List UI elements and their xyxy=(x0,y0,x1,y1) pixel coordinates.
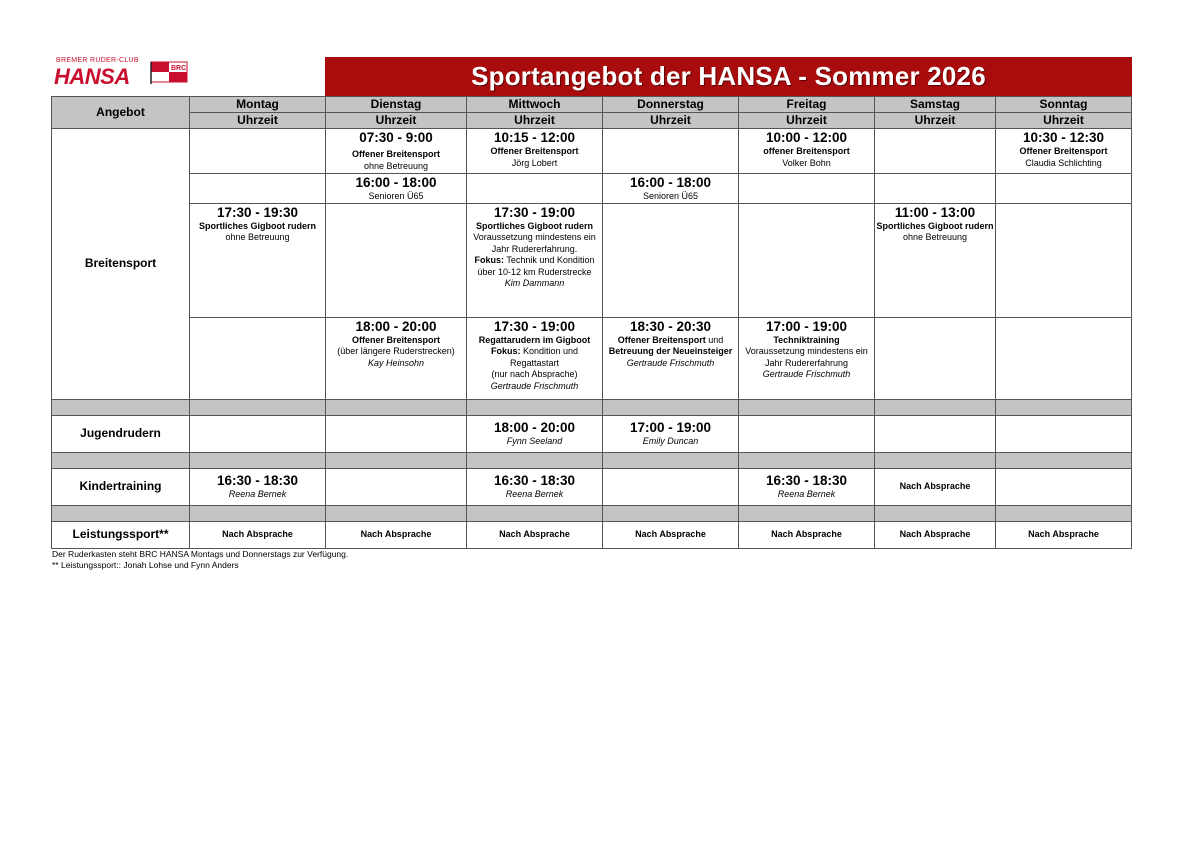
slot-montag-3 xyxy=(190,203,326,317)
time-subheader: Uhrzeit xyxy=(603,113,739,129)
slot-empty xyxy=(875,129,996,174)
slot-note: Senioren Ü65 xyxy=(368,191,424,201)
col-header-angebot: Angebot xyxy=(52,97,190,129)
focus-label: Fokus: xyxy=(474,255,505,265)
kinder-row xyxy=(52,468,1132,505)
slot-title: Sportliches Gigboot rudern xyxy=(475,220,593,231)
slot-focus xyxy=(467,255,602,278)
slot-focus xyxy=(467,346,602,369)
separator-row xyxy=(52,452,1132,468)
day-header-freitag: Freitag xyxy=(739,97,875,113)
breitensport-row-4 xyxy=(52,317,1132,399)
slot-empty xyxy=(996,174,1132,204)
day-header-donnerstag: Donnerstag xyxy=(603,97,739,113)
separator-row xyxy=(52,505,1132,521)
page-title: Sportangebot der HANSA - Sommer 2026 xyxy=(471,61,986,91)
club-flag-icon xyxy=(147,60,191,84)
slot-sonntag-1 xyxy=(996,129,1132,174)
slot-trainer: Emily Duncan xyxy=(642,435,699,446)
slot-requirement: Voraussetzung mindestens ein Jahr Rudererfahrung. xyxy=(473,232,596,254)
breitensport-row-3 xyxy=(52,203,1132,317)
slot-title: offener Breitensport xyxy=(763,146,850,156)
slot-empty xyxy=(603,129,739,174)
slot-leistung: Nach Absprache xyxy=(739,521,875,548)
slot-freitag-1 xyxy=(739,129,875,174)
slot-kinder-montag xyxy=(190,468,326,505)
slot-empty xyxy=(190,415,326,452)
slot-title: Offener Breitensport xyxy=(351,149,440,159)
slot-time: 10:15 - 12:00 xyxy=(493,130,576,145)
slot-jugend-mittwoch xyxy=(467,415,603,452)
slot-title: Offener Breitensport xyxy=(351,334,440,345)
slot-jugend-donnerstag xyxy=(603,415,739,452)
leistung-row xyxy=(52,521,1132,548)
subheader-row xyxy=(52,113,1132,129)
slot-empty xyxy=(739,203,875,317)
slot-trainer: Gertraude Frischmuth xyxy=(626,357,715,368)
slot-trainer: Reena Bernek xyxy=(777,488,836,499)
slot-trainer: Claudia Schlichting xyxy=(1025,157,1102,168)
slot-empty xyxy=(739,174,875,204)
slot-time: 18:30 - 20:30 xyxy=(629,318,712,334)
slot-title: Techniktraining xyxy=(773,334,840,345)
slot-empty xyxy=(875,415,996,452)
slot-trainer: Jörg Lobert xyxy=(511,157,558,168)
slot-trainer: Kay Heinsohn xyxy=(367,357,425,368)
slot-title-2: Betreuung der Neueinsteiger xyxy=(608,346,733,356)
breitensport-row-1 xyxy=(52,129,1132,174)
slot-samstag-3 xyxy=(875,203,996,317)
slot-title: Offener Breitensport xyxy=(1019,146,1108,156)
day-header-montag: Montag xyxy=(190,97,326,113)
slot-dienstag-4 xyxy=(326,317,467,399)
category-kindertraining: Kindertraining xyxy=(52,468,190,505)
focus-label: Fokus: xyxy=(490,346,521,356)
slot-time: 17:00 - 19:00 xyxy=(765,318,848,334)
slot-leistung: Nach Absprache xyxy=(875,521,996,548)
time-subheader: Uhrzeit xyxy=(996,113,1132,129)
slot-note: Senioren Ü65 xyxy=(642,191,699,201)
slot-leistung: Nach Absprache xyxy=(467,521,603,548)
slot-time: 11:00 - 13:00 xyxy=(894,204,976,220)
schedule-table xyxy=(51,96,1132,549)
slot-time: 18:00 - 20:00 xyxy=(493,419,576,435)
footnote-leistungssport: ** Leistungssport:: Jonah Lohse und Fynn Anders xyxy=(52,560,239,570)
slot-empty xyxy=(326,468,467,505)
slot-empty xyxy=(996,415,1132,452)
slot-trainer: Gertraude Frischmuth xyxy=(490,380,579,391)
category-breitensport: Breitensport xyxy=(52,129,190,400)
slot-title: Sportliches Gigboot rudern xyxy=(876,220,994,231)
slot-empty xyxy=(190,317,326,399)
slot-empty xyxy=(996,468,1132,505)
breitensport-row-2 xyxy=(52,174,1132,204)
slot-empty xyxy=(603,203,739,317)
flag-letters: BRC xyxy=(171,65,187,72)
slot-empty xyxy=(996,203,1132,317)
slot-empty xyxy=(875,317,996,399)
slot-time: 16:00 - 18:00 xyxy=(629,175,712,190)
day-header-samstag: Samstag xyxy=(875,97,996,113)
slot-time: 16:30 - 18:30 xyxy=(493,472,576,488)
slot-mittwoch-1 xyxy=(467,129,603,174)
slot-note: (über längere Ruderstrecken) xyxy=(337,346,455,356)
slot-empty xyxy=(875,174,996,204)
category-leistungssport: Leistungssport** xyxy=(52,521,190,548)
slot-trainer: Reena Bernek xyxy=(505,488,564,499)
slot-empty xyxy=(739,415,875,452)
slot-time: 16:00 - 18:00 xyxy=(355,175,437,190)
time-subheader: Uhrzeit xyxy=(875,113,996,129)
time-subheader: Uhrzeit xyxy=(326,113,467,129)
slot-empty xyxy=(190,174,326,204)
slot-freitag-4 xyxy=(739,317,875,399)
slot-note: ohne Betreuung xyxy=(363,160,429,171)
slot-dienstag-1 xyxy=(326,129,467,174)
slot-empty xyxy=(467,174,603,204)
slot-trainer: Volker Bohn xyxy=(782,157,831,168)
slot-title-line xyxy=(603,335,738,347)
slot-leistung: Nach Absprache xyxy=(603,521,739,548)
slot-trainer: Fynn Seeland xyxy=(506,435,563,446)
slot-title: Offener Breitensport xyxy=(490,146,579,156)
time-subheader: Uhrzeit xyxy=(467,113,603,129)
slot-title: Offener Breitensport xyxy=(617,334,706,345)
slot-note: (nur nach Absprache) xyxy=(491,369,578,379)
slot-time: 16:30 - 18:30 xyxy=(765,472,848,488)
slot-mittwoch-3 xyxy=(467,203,603,317)
day-header-dienstag: Dienstag xyxy=(326,97,467,113)
jugend-row xyxy=(52,415,1132,452)
slot-time: 16:30 - 18:30 xyxy=(216,472,299,488)
slot-time: 17:00 - 19:00 xyxy=(629,419,712,435)
logo-top-text: BREMER RUDER-CLUB xyxy=(56,57,139,64)
slot-kinder-freitag xyxy=(739,468,875,505)
slot-empty xyxy=(326,203,467,317)
slot-trainer: Reena Bernek xyxy=(228,488,287,499)
slot-empty xyxy=(996,317,1132,399)
slot-note: ohne Betreuung xyxy=(902,232,968,242)
footnote-ruderkasten: Der Ruderkasten steht BRC HANSA Montags und Donnerstags zur Verfügung. xyxy=(52,549,349,559)
club-logo xyxy=(54,57,194,87)
slot-time: 10:00 - 12:00 xyxy=(765,130,848,145)
slot-time: 17:30 - 19:00 xyxy=(493,204,576,220)
time-subheader: Uhrzeit xyxy=(739,113,875,129)
slot-empty xyxy=(190,129,326,174)
slot-time: 18:00 - 20:00 xyxy=(355,318,437,334)
focus-text: Technik und Kondition über 10-12 km Ruderstrecke xyxy=(477,255,595,277)
time-subheader: Uhrzeit xyxy=(190,113,326,129)
title-banner xyxy=(325,57,1132,96)
slot-time: 07:30 - 9:00 xyxy=(359,130,433,145)
slot-time: 17:30 - 19:00 xyxy=(493,318,576,334)
slot-time: 17:30 - 19:30 xyxy=(216,204,299,220)
slot-and: und xyxy=(708,334,724,345)
category-jugendrudern: Jugendrudern xyxy=(52,415,190,452)
slot-kinder-samstag: Nach Absprache xyxy=(875,468,996,505)
separator-row xyxy=(52,399,1132,415)
slot-note: Voraussetzung mindestens ein Jahr Rudererfahrung xyxy=(745,346,868,368)
slot-time: 10:30 - 12:30 xyxy=(1022,130,1105,145)
slot-leistung: Nach Absprache xyxy=(326,521,467,548)
slot-note: ohne Betreuung xyxy=(225,232,290,242)
slot-donnerstag-2 xyxy=(603,174,739,204)
slot-empty xyxy=(326,415,467,452)
slot-trainer: Kim Dammann xyxy=(504,278,565,288)
slot-leistung: Nach Absprache xyxy=(190,521,326,548)
slot-title: Sportliches Gigboot rudern xyxy=(198,220,316,231)
header-row xyxy=(52,97,1132,113)
slot-trainer: Gertraude Frischmuth xyxy=(762,369,851,379)
focus-text: Kondition und Regattastart xyxy=(509,346,579,368)
footnotes xyxy=(52,549,348,571)
slot-dienstag-2 xyxy=(326,174,467,204)
slot-title: Regattarudern im Gigboot xyxy=(478,334,591,345)
slot-leistung: Nach Absprache xyxy=(996,521,1132,548)
slot-mittwoch-4 xyxy=(467,317,603,399)
slot-empty xyxy=(603,468,739,505)
slot-kinder-mittwoch xyxy=(467,468,603,505)
logo-name: HANSA xyxy=(54,64,130,89)
slot-donnerstag-4 xyxy=(603,317,739,399)
day-header-sonntag: Sonntag xyxy=(996,97,1132,113)
day-header-mittwoch: Mittwoch xyxy=(467,97,603,113)
